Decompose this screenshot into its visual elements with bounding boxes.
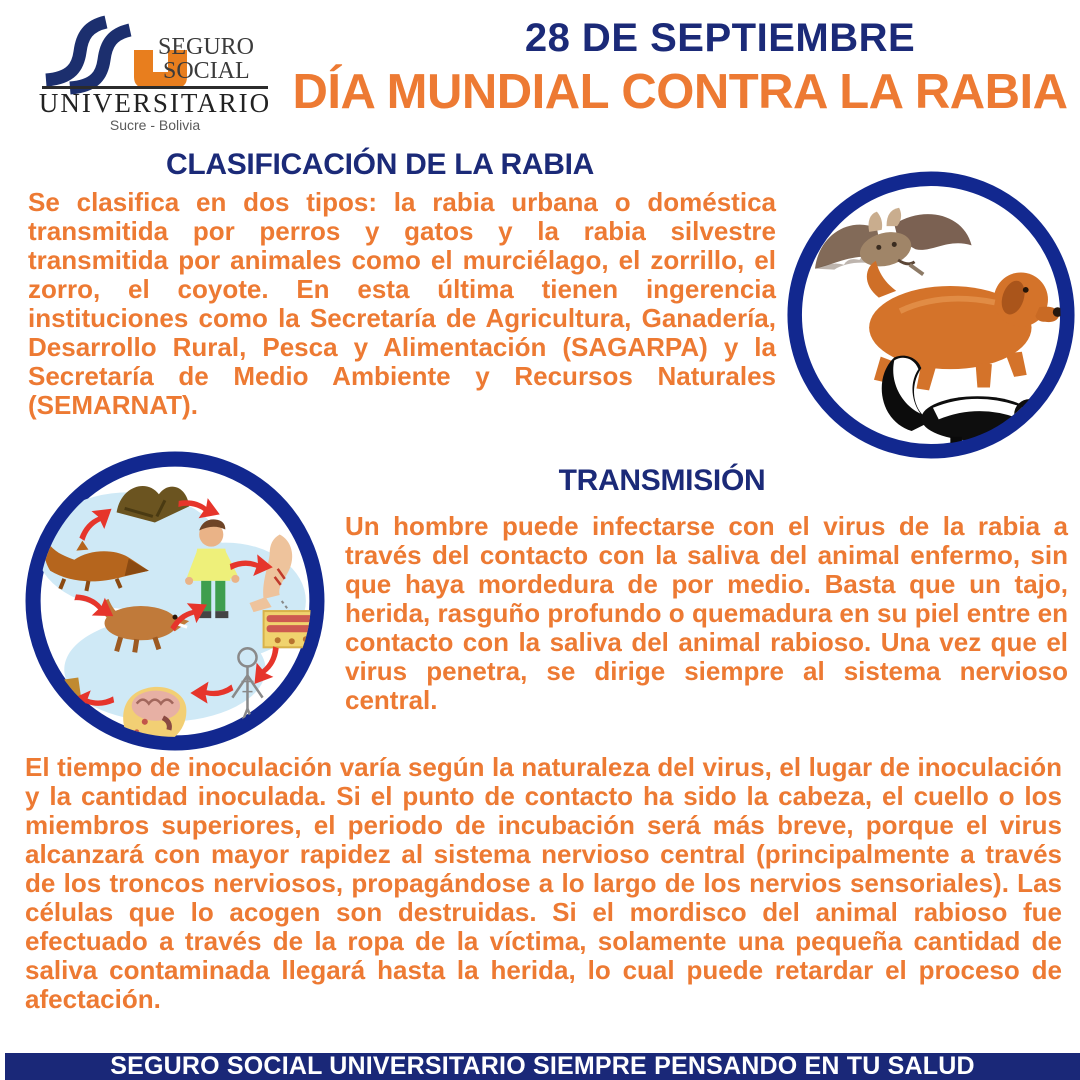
- section-heading-clasificacion: CLASIFICACIÓN DE LA RABIA: [165, 148, 595, 181]
- footer-bar: [5, 1053, 1080, 1080]
- logo-seguro-text: SEGURO: [158, 34, 255, 60]
- logo-social-text: SOCIAL: [163, 58, 250, 84]
- ssu-logo-graphic: [30, 10, 280, 138]
- date-heading: 28 DE SEPTIEMBRE: [524, 16, 916, 60]
- section-heading-transmision: TRANSMISIÓN: [558, 464, 766, 497]
- logo-universitario-text: UNIVERSITARIO: [38, 88, 272, 118]
- page-title: DÍA MUNDIAL CONTRA LA RABIA: [292, 65, 1068, 119]
- paragraph-inoculacion: El tiempo de inoculación varía según la naturaleza del virus, el lugar de inoculación y la cantidad inoculada. Si el punto de contacto ha sido la cabeza, el cuello o los miembros superiores, el periodo de incubación será más breve, porque el virus alcanzará con mayor rapidez al sistema nervioso central (principalmente a través de los troncos nerviosos, propagándose a lo largo de los nervios sensoriales). Las células que lo acogen son destruidas. Si el mordisco del animal rabioso fue efectuado a través de la ropa de la víctima, solamente una pequeña cantidad de saliva contaminada llegará hasta la herida, lo cual puede retardar el proceso de afectación.: [25, 752, 1062, 1014]
- animals-circle-image: [786, 170, 1076, 460]
- footer-slogan: SEGURO SOCIAL UNIVERSITARIO SIEMPRE PENSANDO EN TU SALUD: [110, 1052, 975, 1080]
- logo-location-text: Sucre - Bolivia: [109, 117, 201, 133]
- ssu-logo: [30, 10, 280, 138]
- paragraph-clasificacion: Se clasifica en dos tipos: la rabia urbana o doméstica transmitida por perros y gatos y la rabia silvestre transmitida por animales como el murciélago, el zorrillo, el zorro, el coyote. En esta última tienen ingerencia instituciones como la Secretaría de Agricultura, Ganadería, Desarrollo Rural, Pesca y Alimentación (SAGARPA) y la Secretaría de Medio Ambiente y Recursos Naturales (SEMARNAT).: [28, 187, 776, 420]
- transmission-cycle-image: [24, 450, 326, 752]
- paragraph-transmision: Un hombre puede infectarse con el virus de la rabia a través del contacto con la saliva del animal enfermo, sin que haya mordedura de por medio. Basta que un tajo, herida, rasguño profundo o quemadura en su piel entre en contacto con la saliva del animal rabioso. Una vez que el virus penetra, se dirige siempre al sistema nervioso central.: [345, 511, 1068, 715]
